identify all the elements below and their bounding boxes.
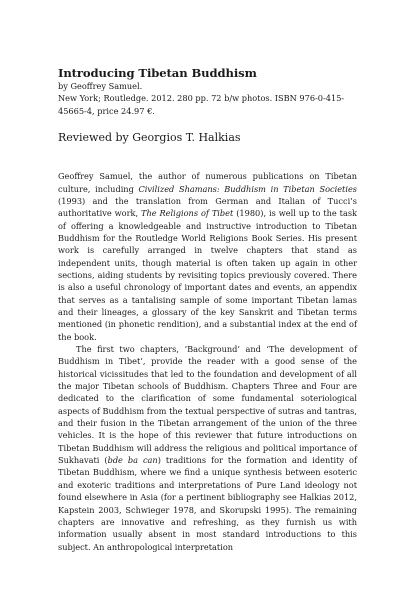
book-title: Introducing Tibetan Buddhism xyxy=(58,66,257,80)
book-publication-line: New York; Routledge. 2012. 280 pp. 72 b/w photos. ISBN 976-0-415-45665-4, price 24.97 €. xyxy=(58,93,345,116)
paragraph-1-italic-title-1: Civilized Shamans: Buddhism in Tibetan Societies xyxy=(138,183,357,194)
paragraph-1-text-c: (1993) and the translation from German and Italian of Tucci’s authoritative work, xyxy=(58,195,357,219)
paragraph-2-text-c: ) traditions for the formation and identity of Tibetan Buddhism, where we find a unique synthesis between esoteric and exoteric traditions and interpretations of Pure Land ideology not found elsewhere in Asia (for a pertinent bibliography see Halkias 2012, Kapstein 2003, Schwieger 1978, and Skorupski 1995). The remaining chapters are innovative and refreshing, as they furnish us with information usually absent in most standard introductions to this subject. An anthropological interpretation xyxy=(58,455,357,552)
reviewer-byline: Reviewed by Georgios T. Halkias xyxy=(58,131,241,145)
paragraph-1-text-e: (1980), is well up to the task of offering a knowledgeable and instructive introduction to Tibetan Buddhism for the Routledge World Religions Book Series. His present work is carefully arranged in twelve chapters that stand as independent units, though material is often taken up again in other sections, aiding students by revisiting topics previously covered. There is also a useful chronology of important dates and events, an appendix that serves as a tantalising sample of some important Tibetan lamas and their lineages, a glossary of the key Sanskrit and Tibetan terms mentioned (in phonetic rendition), and a substantial index at the end of the book. xyxy=(58,208,357,342)
paragraph-2-text-a: The first two chapters, ‘Background’ and ‘The development of Buddhism in Tibet’, provide the reader with a good sense of the historical vicissitudes that led to the foundation and development of all the major Tibetan schools of Buddhism. Chapters Three and Four are dedicated to the clarification of some fundamental soteriological aspects of Buddhism from the textual perspective of sutras and tantras, and their fusion in the Tibetan arrangement of the union of the three vehicles. It is the hope of this reviewer that future introductions on Tibetan Buddhism will address the religious and political importance of Sukhavati ( xyxy=(58,344,357,466)
paragraph-2-italic-term: bde ba can xyxy=(107,455,158,466)
review-body xyxy=(58,170,357,553)
book-author-line: by Geoffrey Samuel. xyxy=(58,81,143,91)
paragraph-1-text-a: Geoffrey Samuel, the author of numerous publications on Tibetan culture, including xyxy=(58,171,357,194)
paragraph-1-italic-title-2: The Religions of Tibet xyxy=(141,208,234,219)
review-page xyxy=(58,66,357,553)
review-paragraph-2 xyxy=(58,343,357,553)
review-paragraph-1 xyxy=(58,170,357,343)
